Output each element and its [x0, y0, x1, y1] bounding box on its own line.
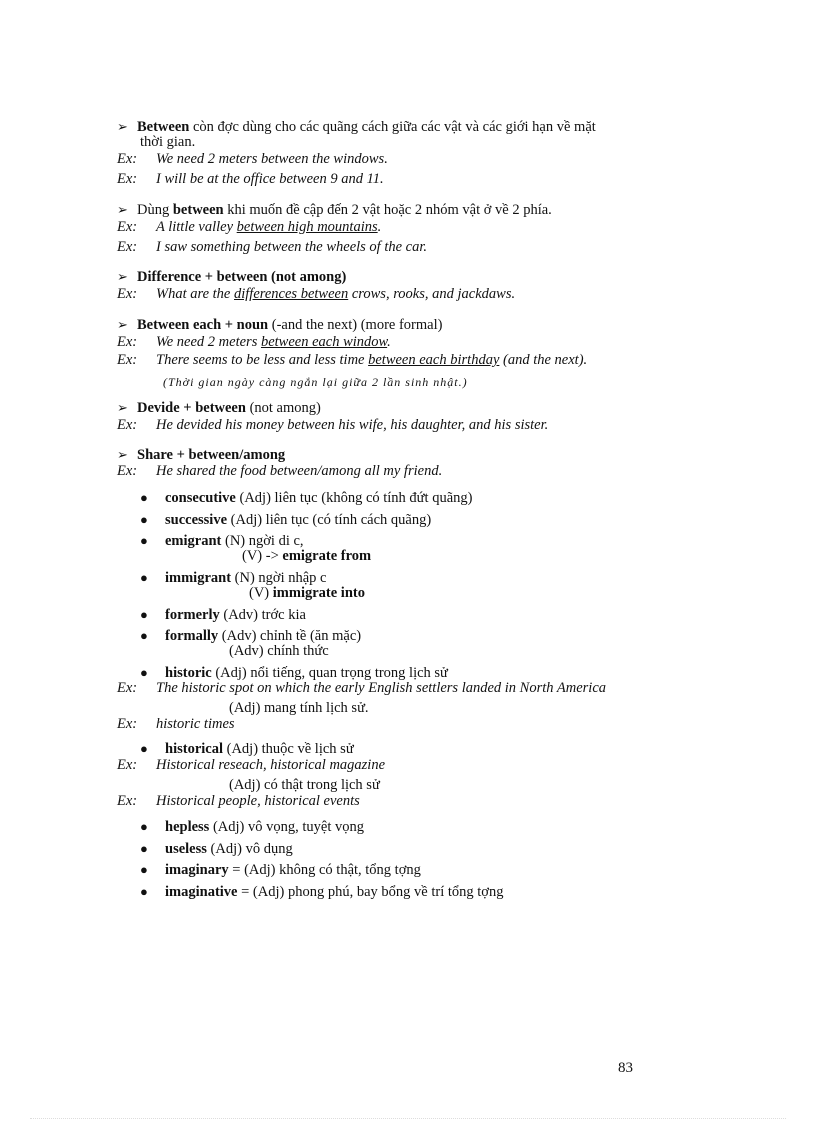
- bullet-icon: ●: [140, 570, 148, 585]
- vocab-item: ● hepless (Adj) vô vọng, tuyệt vọng: [140, 819, 364, 835]
- example-line: Ex: I saw something between the wheels of the car.: [117, 239, 428, 255]
- heading-term: Between: [137, 119, 190, 135]
- bullet-icon: ●: [140, 628, 148, 643]
- bullet-icon: ●: [140, 512, 148, 527]
- heading-text: còn đợc dùng cho các quãng cách giữa các vật và các giới hạn về mặt: [189, 119, 596, 135]
- vocab-item: ● historic (Adj) nổi tiếng, quan trọng trong lịch sử: [140, 665, 448, 681]
- vocab-item: ● historical (Adj) thuộc về lịch sử: [140, 741, 354, 757]
- bullet-icon: ●: [140, 819, 148, 834]
- example-line: Ex: Historical reseach, historical magazine: [117, 757, 386, 773]
- example-line: Ex: Historical people, historical events: [117, 793, 360, 809]
- heading-dung-between: ➢ Dùng between khi muốn đề cập đến 2 vật hoặc 2 nhóm vật ở về 2 phía.: [117, 202, 552, 218]
- example-line: Ex: The historic spot on which the early English settlers landed in North America: [117, 680, 607, 696]
- bullet-icon: ●: [140, 741, 148, 756]
- heading-between-each: ➢ Between each + noun (-and the next) (more formal): [117, 317, 443, 333]
- bullet-icon: ●: [140, 862, 148, 877]
- example-line: Ex: He shared the food between/among all my friend.: [117, 463, 443, 479]
- vocab-item: ● successive (Adj) liên tục (có tính cách quãng): [140, 512, 432, 528]
- arrow-bullet-icon: ➢: [117, 447, 128, 462]
- example-line: Ex: He devided his money between his wife, his daughter, and his sister.: [117, 417, 549, 433]
- vocab-subline: (Adj) mang tính lịch sử.: [229, 700, 369, 716]
- heading-share: ➢ Share + between/among: [117, 447, 286, 463]
- arrow-bullet-icon: ➢: [117, 119, 128, 134]
- bullet-icon: ●: [140, 665, 148, 680]
- page-edge-divider: [30, 1118, 786, 1119]
- vocab-item: ● formally (Adv) chỉnh tề (ăn mặc): [140, 628, 362, 644]
- bullet-icon: ●: [140, 533, 148, 548]
- vocab-item: ● useless (Adj) vô dụng: [140, 841, 293, 857]
- arrow-bullet-icon: ➢: [117, 317, 128, 332]
- example-line: Ex: historic times: [117, 716, 235, 732]
- vocab-item: ● consecutive (Adj) liên tục (không có tính đứt quãng): [140, 490, 473, 506]
- vocab-subline: (Adj) có thật trong lịch sử: [229, 777, 380, 793]
- example-line: Ex: There seems to be less and less time between each birthday (and the next).: [117, 352, 588, 368]
- vocab-item: ● imaginary = (Adj) không có thật, tổng tợng: [140, 862, 421, 878]
- heading-difference: ➢ Difference + between (not among): [117, 269, 347, 285]
- vocab-item: ● immigrant (N) ngời nhập c: [140, 570, 327, 586]
- example-line: Ex: We need 2 meters between each window.: [117, 334, 391, 350]
- page-number: 83: [618, 1060, 633, 1076]
- vocab-item: ● formerly (Adv) trớc kia: [140, 607, 306, 623]
- bullet-icon: ●: [140, 841, 148, 856]
- example-line: Ex: We need 2 meters between the windows.: [117, 151, 388, 167]
- vocab-subline: (V) immigrate into: [249, 585, 365, 601]
- bullet-icon: ●: [140, 490, 148, 505]
- vocab-subline: (Adv) chính thức: [229, 643, 329, 659]
- translation-note: (Thời gian ngày càng ngắn lại giữa 2 lần sinh nhật.): [163, 375, 468, 389]
- arrow-bullet-icon: ➢: [117, 269, 128, 284]
- bullet-icon: ●: [140, 607, 148, 622]
- heading-devide: ➢ Devide + between (not among): [117, 400, 321, 416]
- vocab-subline: (V) -> emigrate from: [242, 548, 372, 564]
- example-line: Ex: A little valley between high mountains.: [117, 219, 382, 235]
- example-line: Ex: I will be at the office between 9 and 11.: [117, 171, 384, 187]
- vocab-item: ● emigrant (N) ngời di c,: [140, 533, 304, 549]
- vocab-item: ● imaginative = (Adj) phong phú, bay bổng về trí tổng tợng: [140, 884, 504, 900]
- arrow-bullet-icon: ➢: [117, 202, 128, 217]
- example-line: Ex: What are the differences between crows, rooks, and jackdaws.: [117, 286, 516, 302]
- arrow-bullet-icon: ➢: [117, 400, 128, 415]
- heading-continuation: thời gian.: [140, 134, 196, 150]
- bullet-icon: ●: [140, 884, 148, 899]
